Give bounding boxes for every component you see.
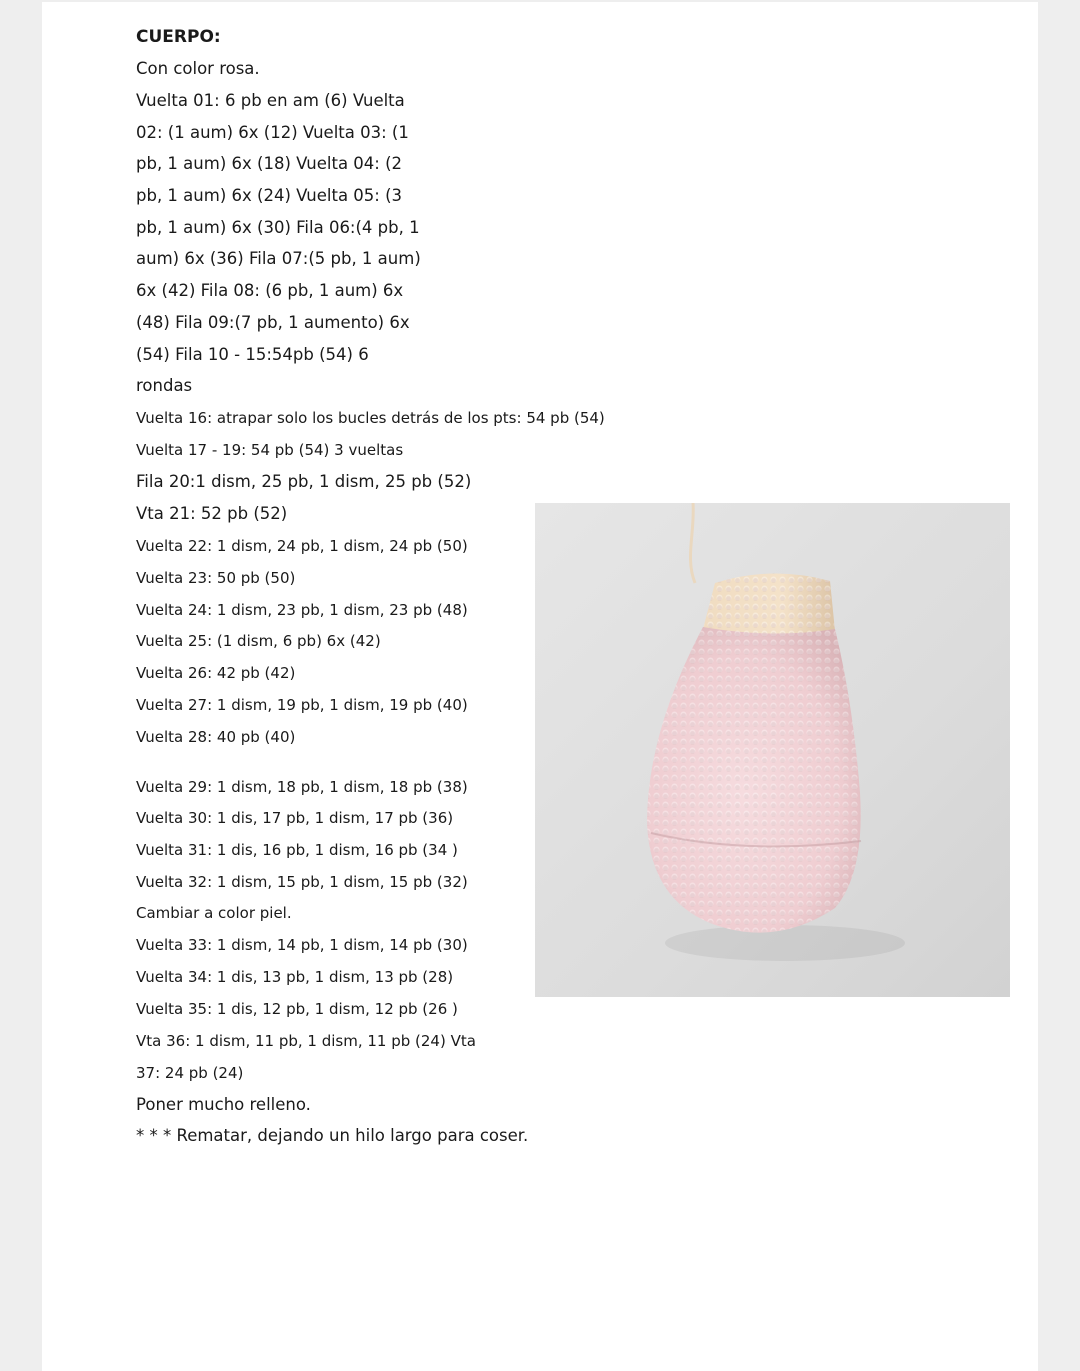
instruction-line: Vuelta 34: 1 dis, 13 pb, 1 dism, 13 pb (28): [136, 968, 454, 986]
yarn-strand: [690, 503, 695, 583]
instruction-line: Vuelta 17 - 19: 54 pb (54) 3 vueltas: [136, 441, 404, 459]
instruction-line: Vuelta 16: atrapar solo los bucles detrás de los pts: 54 pb (54): [136, 409, 605, 427]
instruction-line: 6x (42) Fila 08: (6 pb, 1 aum) 6x: [136, 281, 404, 300]
instruction-line: * * * Rematar, dejando un hilo largo para coser.: [136, 1126, 529, 1145]
instruction-line: (54) Fila 10 - 15:54pb (54) 6: [136, 345, 369, 364]
instruction-line: Vuelta 25: (1 dism, 6 pb) 6x (42): [136, 632, 381, 650]
instruction-line: Vuelta 22: 1 dism, 24 pb, 1 dism, 24 pb (50): [136, 537, 468, 555]
instruction-line: Vuelta 32: 1 dism, 15 pb, 1 dism, 15 pb (32): [136, 873, 468, 891]
instruction-line: Vuelta 28: 40 pb (40): [136, 728, 296, 746]
instruction-line: Vuelta 01: 6 pb en am (6) Vuelta: [136, 91, 405, 110]
instruction-line: pb, 1 aum) 6x (30) Fila 06:(4 pb, 1: [136, 218, 420, 237]
instruction-line: Vuelta 23: 50 pb (50): [136, 569, 296, 587]
crochet-body-illustration: [535, 503, 1010, 997]
instruction-line: pb, 1 aum) 6x (18) Vuelta 04: (2: [136, 154, 403, 173]
instruction-line: Con color rosa.: [136, 59, 260, 78]
instruction-line: Vuelta 24: 1 dism, 23 pb, 1 dism, 23 pb (48): [136, 601, 468, 619]
instruction-line: Vuelta 26: 42 pb (42): [136, 664, 296, 682]
instruction-line: Vuelta 30: 1 dis, 17 pb, 1 dism, 17 pb (36): [136, 809, 454, 827]
instruction-line: Vuelta 35: 1 dis, 12 pb, 1 dism, 12 pb (26 ): [136, 1000, 458, 1018]
instruction-line: rondas: [136, 376, 193, 395]
instruction-line: Vuelta 33: 1 dism, 14 pb, 1 dism, 14 pb (30): [136, 936, 468, 954]
instruction-line: (48) Fila 09:(7 pb, 1 aumento) 6x: [136, 313, 410, 332]
instruction-line: Cambiar a color piel.: [136, 904, 292, 922]
instruction-line: Vta 21: 52 pb (52): [136, 504, 288, 523]
instruction-line: 37: 24 pb (24): [136, 1064, 244, 1082]
section-heading: CUERPO:: [136, 27, 221, 47]
instruction-line: Vuelta 27: 1 dism, 19 pb, 1 dism, 19 pb (40): [136, 696, 468, 714]
instruction-line: pb, 1 aum) 6x (24) Vuelta 05: (3: [136, 186, 403, 205]
instruction-line: Vuelta 31: 1 dis, 16 pb, 1 dism, 16 pb (34 ): [136, 841, 458, 859]
crochet-body-photo: [535, 503, 1010, 997]
instruction-line: aum) 6x (36) Fila 07:(5 pb, 1 aum): [136, 249, 421, 268]
instruction-line: 02: (1 aum) 6x (12) Vuelta 03: (1: [136, 123, 409, 142]
instruction-line: Fila 20:1 dism, 25 pb, 1 dism, 25 pb (52): [136, 472, 472, 491]
instruction-line: Vta 36: 1 dism, 11 pb, 1 dism, 11 pb (24) Vta: [136, 1032, 476, 1050]
instruction-line: Vuelta 29: 1 dism, 18 pb, 1 dism, 18 pb (38): [136, 778, 468, 796]
instruction-line: Poner mucho relleno.: [136, 1095, 311, 1114]
